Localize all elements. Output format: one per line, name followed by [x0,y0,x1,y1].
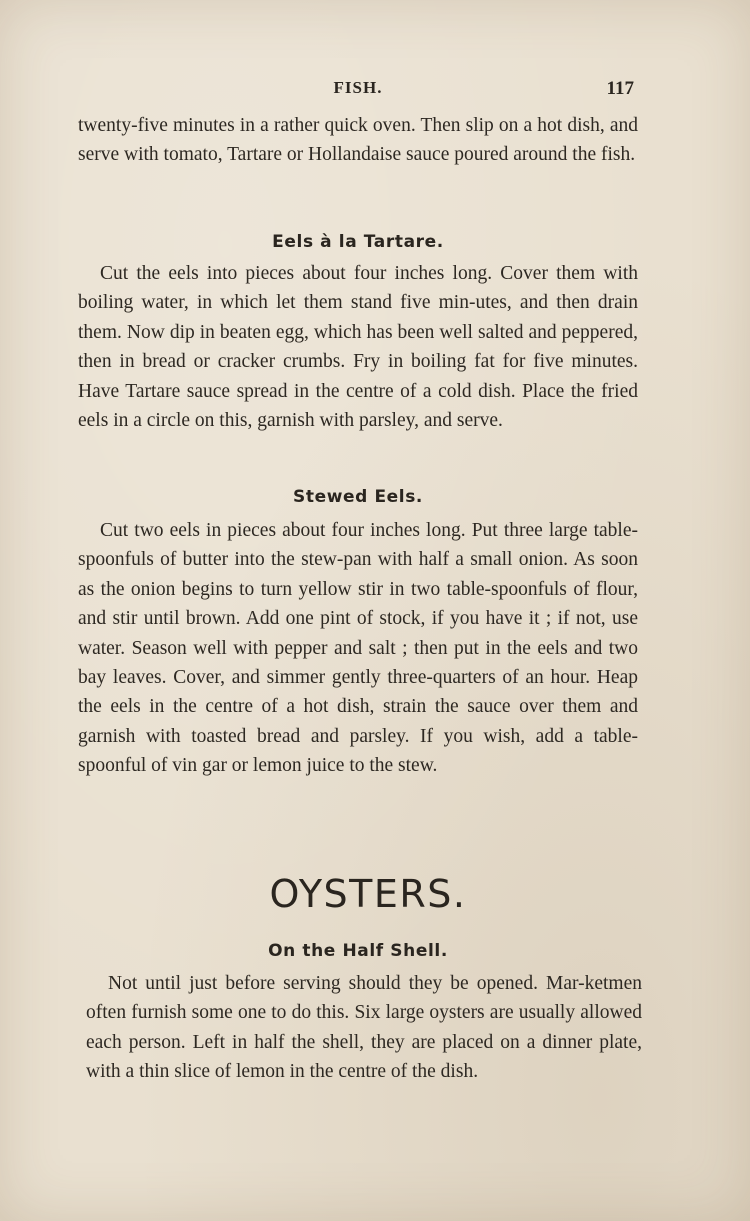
page-header [78,78,638,102]
page-number: 117 [606,78,634,99]
running-title: FISH. [333,78,383,97]
paragraph-stewed-eels: Cut two eels in pieces about four inches long. Put three large table-spoonfuls of butter into the stew-pan with half a small onion. As soon as the onion begins to turn yellow stir in two table-spoonfuls of flour, and stir until brown. Add one pint of stock, if you have it ; if not, use water. Season well with pepper and salt ; then put in the eels and two bay leaves. Cover, and simmer gently three-quarters of an hour. Heap the eels in the centre of a hot dish, strain the sauce over them and garnish with toasted bread and parsley. If you wish, add a table-spoonful of vin gar or lemon juice to the stew. [78,520,638,777]
paragraph-eels-tartare: Cut the eels into pieces about four inches long. Cover them with boiling water, in which let them stand five min-utes, and then drain them. Now dip in beaten egg, which has been well salted and peppered, then in bread or cracker crumbs. Fry in boiling fat for five minutes. Have Tartare sauce spread in the centre of a cold dish. Place the fried eels in a circle on this, garnish with parsley, and serve. [78,263,638,432]
heading-eels-tartare: Eels à la Tartare. [272,232,444,252]
section-title-oysters: OYSTERS. [269,872,467,916]
paragraph-intro-continuation: twenty-five minutes in a rather quick oven. Then slip on a hot dish, and serve with tomato, Tartare or Hollandaise sauce poured around the fish. [78,115,638,166]
heading-half-shell: On the Half Shell. [268,941,448,961]
paragraph-half-shell: Not until just before serving should they be opened. Mar-ketmen often furnish some one to do this. Six large oysters are usually allowed each person. Left in half the shell, they are placed on a dinner plate, with a thin slice of lemon in the centre of the dish. [86,973,642,1083]
heading-stewed-eels: Stewed Eels. [293,487,423,507]
